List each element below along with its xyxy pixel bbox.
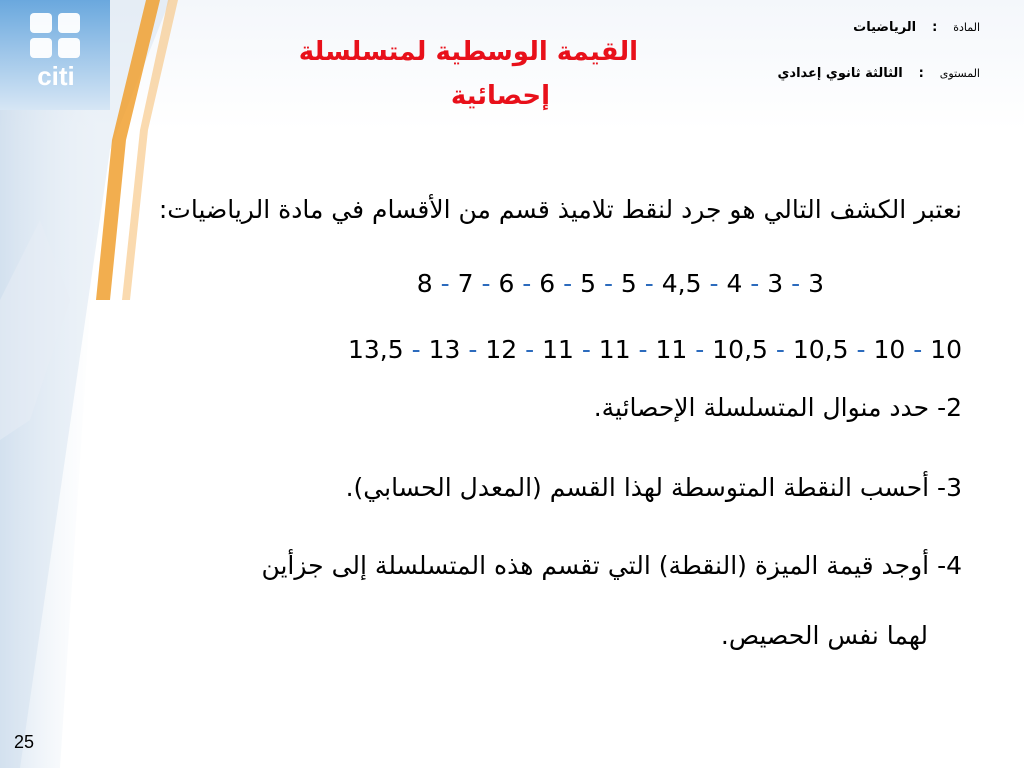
series-value: 11 xyxy=(598,335,631,364)
series-values-2 xyxy=(348,335,962,364)
series-separator: - xyxy=(783,269,809,298)
series-separator: - xyxy=(701,269,727,298)
series-value: 5 xyxy=(580,269,596,298)
series-separator: - xyxy=(848,335,874,364)
question-4-line-1: 4- أوجد قيمة الميزة (النقطة) التي تقسم هذه المتسلسلة إلى جزأين xyxy=(261,551,962,580)
question-2: 2- حدد منوال المتسلسلة الإحصائية. xyxy=(593,393,962,422)
series-separator: - xyxy=(432,269,458,298)
series-value: 10,5 xyxy=(712,335,768,364)
title-line-2: إحصائية xyxy=(450,81,550,111)
level-colon: : xyxy=(918,66,924,81)
series-separator: - xyxy=(687,335,713,364)
citi-logo xyxy=(28,11,84,97)
subject-label: المادة xyxy=(953,21,980,34)
series-value: 4 xyxy=(726,269,743,298)
series-separator: - xyxy=(514,269,540,298)
question-3: 3- أحسب النقطة المتوسطة لهذا القسم (المعدل الحسابي). xyxy=(345,473,962,502)
level-value: الثالثة ثانوي إعدادي xyxy=(777,66,903,81)
series-separator: - xyxy=(517,335,543,364)
series-value: 11 xyxy=(655,335,688,364)
series-value: 12 xyxy=(485,335,518,364)
subject-meta xyxy=(853,20,980,35)
series-separator: - xyxy=(573,335,599,364)
series-separator: - xyxy=(905,335,931,364)
series-separator: - xyxy=(630,335,656,364)
series-separator: - xyxy=(636,269,662,298)
series-separator: - xyxy=(473,269,499,298)
series-separator: - xyxy=(596,269,621,298)
series-value: 4,5 xyxy=(661,269,702,298)
series-separator: - xyxy=(460,335,486,364)
series-separator: - xyxy=(555,269,581,298)
series-value: 13 xyxy=(428,335,461,364)
logo-text: citi xyxy=(37,61,75,91)
page-number: 25 xyxy=(14,732,35,752)
series-value: 10,5 xyxy=(792,335,849,364)
level-meta xyxy=(777,66,980,81)
series-value: 3 xyxy=(808,269,824,298)
title-line-1: القيمة الوسطية لمتسلسلة xyxy=(298,37,638,67)
level-label: المستوى xyxy=(939,67,980,80)
series-separator: - xyxy=(767,335,793,364)
intro-text: نعتبر الكشف التالي هو جرد لنقط تلاميذ قسم من الأقسام في مادة الرياضيات: xyxy=(158,195,962,224)
question-4-line-2: لهما نفس الحصيص. xyxy=(720,621,928,650)
series-value: 6 xyxy=(498,269,515,298)
series-value: 6 xyxy=(539,269,556,298)
series-value: 8 xyxy=(416,269,433,298)
series-separator: - xyxy=(742,269,768,298)
series-values-1 xyxy=(417,269,824,298)
series-separator: - xyxy=(403,335,429,364)
series-value: 5 xyxy=(620,269,637,298)
slide-title xyxy=(292,30,638,118)
subject-colon: : xyxy=(932,20,938,35)
series-value: 10 xyxy=(930,335,962,364)
series-value: 7 xyxy=(457,269,474,298)
subject-value: الرياضيات xyxy=(853,20,917,35)
series-line-1 xyxy=(417,266,824,302)
series-value: 11 xyxy=(542,335,574,364)
series-line-2 xyxy=(348,332,962,368)
series-value: 13,5 xyxy=(348,335,404,364)
series-value: 10 xyxy=(873,335,906,364)
series-value: 3 xyxy=(767,269,784,298)
